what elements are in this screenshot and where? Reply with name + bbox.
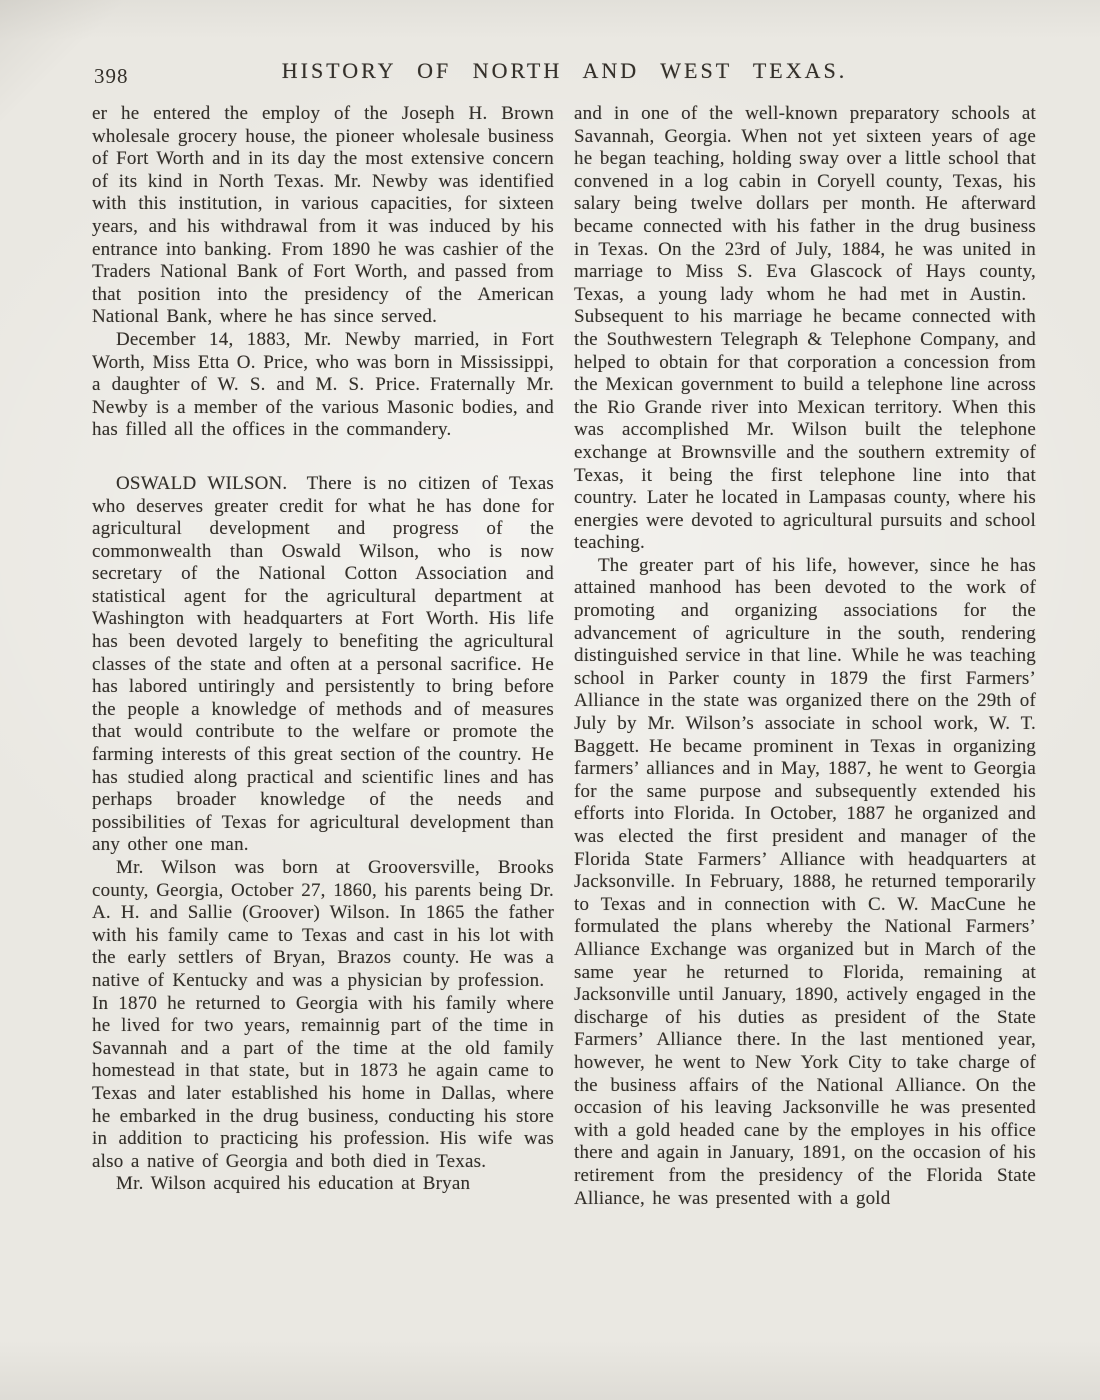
- page-title: HISTORY OF NORTH AND WEST TEXAS.: [281, 58, 848, 83]
- paragraph-wilson-education: Mr. Wilson acquired his education at Bryan: [116, 1173, 471, 1195]
- text-columns: [92, 103, 1037, 1210]
- page-number: 398: [94, 64, 129, 88]
- paragraph-wilson-alliance: The greater part of his life, however, since he has attained manhood has been devoted to the work of promoting and organizing associations for the advancement of agriculture in the south, rendering distinguished service in that line. While he was teaching school in Parker county in 1879 the first Farmers’ Alliance in the state was organized there on the 29th of July by Mr. Wilson’s associate in school work, W. T. Baggett. He became prominent in Texas in organizing farmers’ alliances and in May, 1887, he went to Georgia for the same purpose and subsequently extended his efforts into Florida. In October, 1887 he organized and was elected the first president and manager of the Florida State Farmers’ Alliance with headquarters at Jacksonville. In February, 1888, he returned temporarily to Texas and in connection with C. W. MacCune he formulated the plans whereby the National Farmers’ Alliance Exchange was organized but in March of the same year he returned to Florida, remaining at Jacksonville until January, 1890, actively engaged in the discharge of his duties as president of the State Farmers’ Alliance there. In the last mentioned year, however, he went to New York City to take charge of the business affairs of the National Alliance. On the occasion of his leaving Jacksonville he was presented with a gold headed cane by the employes in his office there and again in January, 1891, on the occasion of his retirement from the presidency of the Florida State Alliance, he was presented with a gold: [574, 554, 1036, 1209]
- paragraph-newby-marriage: December 14, 1883, Mr. Newby married, in Fort Worth, Miss Etta O. Price, who was born in Mississippi, a daughter of W. S. and M. S. Price. Fraternally Mr. Newby is a member of the various Masonic bodies, and has filled all the offices in the commandery.: [92, 328, 554, 441]
- running-header: [92, 58, 1037, 92]
- paragraph-newby-continuation: er he entered the employ of the Joseph H. Brown wholesale grocery house, the pioneer wholesale business of Fort Worth and in its day the most extensive concern of its kind in North Texas. Mr. Newby was identified with this institution, in various capacities, for sixteen years, and his withdrawal from it was induced by his entrance into banking. From 1890 he was cashier of the Traders National Bank of Fort Worth, and passed from that position into the presidency of the American National Bank, where he has since served.: [92, 103, 554, 328]
- right-column: [574, 103, 1036, 1210]
- paragraph-wilson-birth: Mr. Wilson was born at Grooversville, Brooks county, Georgia, October 27, 1860, his parents being Dr. A. H. and Sallie (Groover) Wilson. In 1865 the father with his family came to Texas and cast in his lot with the early settlers of Bryan, Brazos county. He was a native of Kentucky and was a physician by profession. In 1870 he returned to Georgia with his family where he lived for two years, remainnig part of the time in Savannah and a part of the time at the old family homestead in that state, but in 1873 he again came to Texas and later established his home in Dallas, where he embarked in the drug business, conducting his store in addition to practicing his profession. His wife was also a native of Georgia and both died in Texas.: [92, 857, 554, 1172]
- paragraph-wilson-career: and in one of the well-known preparatory schools at Savannah, Georgia. When not yet sixteen years of age he began teaching, holding sway over a little school that convened in a log cabin in Coryell county, Texas, his salary being twelve dollars per month. He afterward became connected with his father in the drug business in Texas. On the 23rd of July, 1884, he was united in marriage to Miss S. Eva Glascock of Hays county, Texas, a young lady whom he had met in Austin. Subsequent to his marriage he became connected with the Southwestern Telegraph & Telephone Company, and helped to obtain for that corporation a concession from the Mexican government to build a telephone line across the Rio Grande river into Mexican territory. When this was accomplished Mr. Wilson built the telephone exchange at Brownsville and the southern extremity of Texas, it being the first telephone line into that country. Later he located in Lampasas county, where his energies were devoted to agricultural pursuits and school teaching.: [574, 103, 1036, 554]
- left-column: [92, 103, 554, 1210]
- paragraph-oswald-wilson-intro: OSWALD WILSON. There is no citizen of Texas who deserves greater credit for what he has done for agricultural development and progress of the commonwealth than Oswald Wilson, who is now secretary of the National Cotton Association and statistical agent for the agricultural department at Washington with headquarters at Fort Worth. His life has been devoted largely to benefiting the agricultural classes of the state and often at a personal sacrifice. He has labored untiringly and persistently to bring before the people a knowledge of methods and of measures that would contribute to the welfare or promote the farming interests of this great section of the country. He has studied along practical and scientific lines and has perhaps broader knowledge of the needs and possibilities of Texas for agricultural development than any other one man.: [92, 472, 554, 856]
